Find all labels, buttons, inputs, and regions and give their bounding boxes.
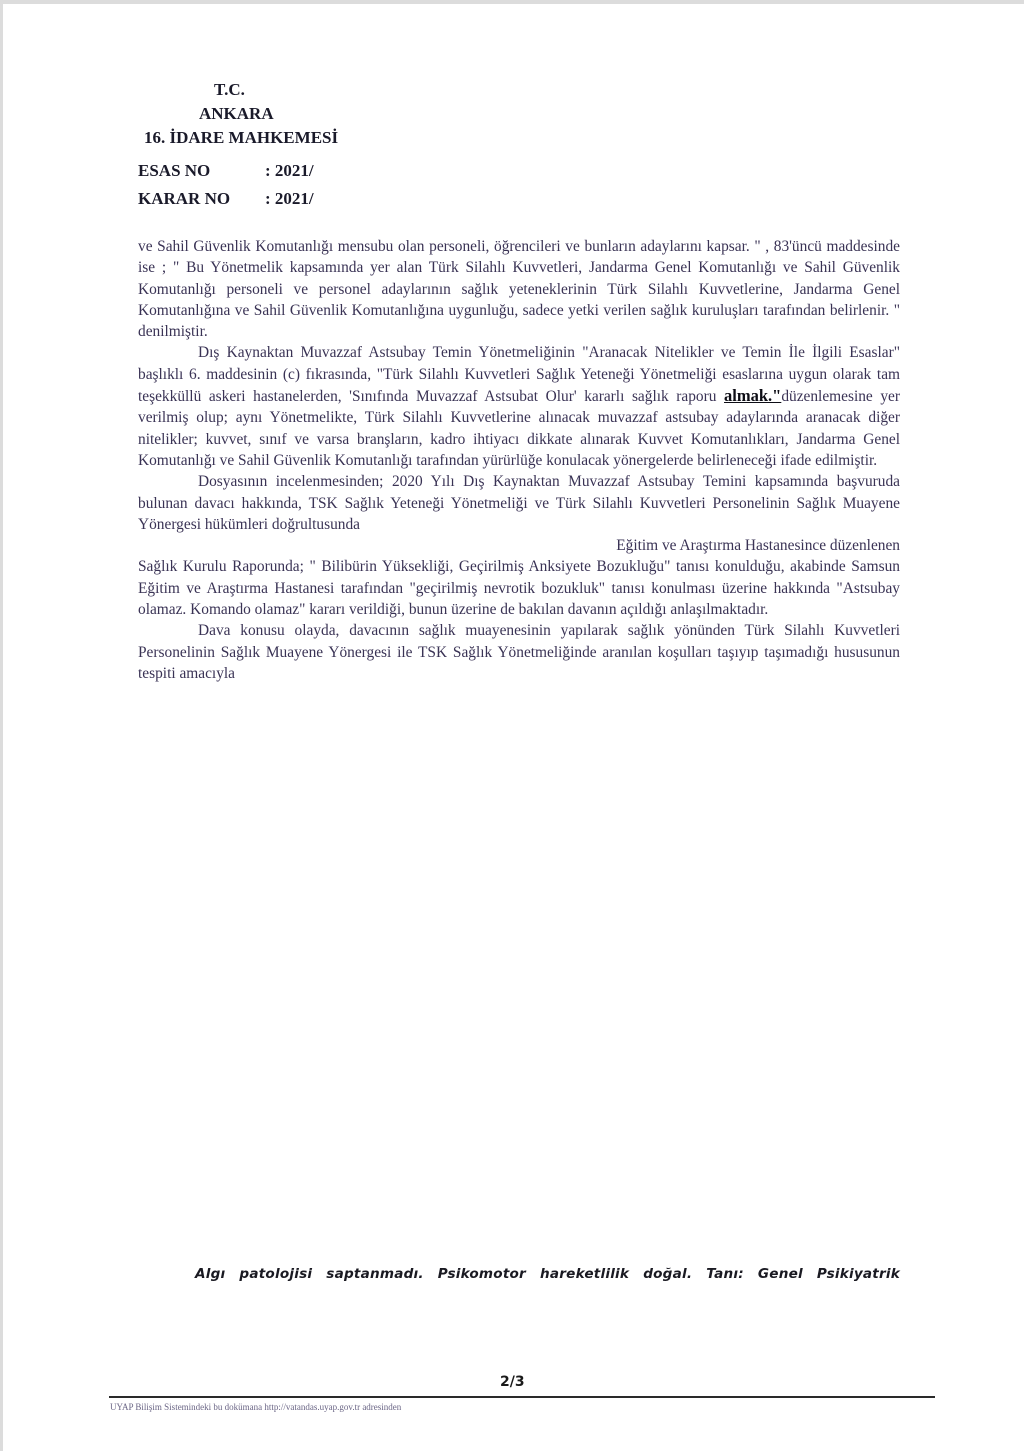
header-court: 16. İDARE MAHKEMESİ — [144, 128, 339, 147]
paragraph-3b: Eğitim ve Araştırma Hastanesince düzenlenen — [616, 537, 900, 555]
karar-label: KARAR NO — [138, 189, 231, 208]
psychiatric-note: Algı patolojisi saptanmadı. Psikomotor hareketlilik doğal. Tanı: Genel Psikiyatrik — [195, 1266, 900, 1282]
header-city: ANKARA — [199, 104, 274, 123]
footer-divider — [109, 1396, 935, 1398]
case-numbers — [138, 157, 314, 213]
karar-row — [138, 185, 314, 213]
page-number: 2/3 — [500, 1374, 525, 1390]
paragraph-2-bold: almak." — [724, 386, 782, 406]
page-frame-top — [0, 0, 1024, 4]
karar-value: : 2021/ — [265, 189, 314, 208]
page-frame-left — [0, 0, 3, 1451]
paragraph-2-text-b: düzenlemesine yer verilmiş olup; aynı Yönetmelikte, Türk Silahlı Kuvvetlerine alınacak muvazzaf astsubay adaylarında aranacak diğer nitelikler; kuvvet, sınıf ve varsa branşların, kadro ihtiyacı dikkate alınarak Kuvvet Komutanlıkları, Jandarma Genel Komutanlığı ve Sahil Güvenlik Komutanlığı tarafından yürürlüğe konulacak yönergelerde belirleneceği ifade edilmiştir. — [138, 388, 900, 469]
paragraph-2 — [138, 342, 900, 471]
paragraph-4: Dava konusu olayda, davacının sağlık muayenesinin yapılarak sağlık yönünden Türk Silahlı Kuvvetleri Personelinin Sağlık Muayene Yönergesi ile TSK Sağlık Yönetmeliğinde aranılan koşulları taşıyıp taşımadığı hususunun tespiti amacıyla — [138, 622, 900, 682]
paragraph-2-text-a: Dış Kaynaktan Muvazzaf Astsubay Temin Yönetmeliğinin "Aranacak Nitelikler ve Temin İle İlgili Esaslar" başlıklı 6. maddesinin (c) fıkrasında, "Türk Silahlı Kuvvetleri Sağlık Yeteneği Yönetmeliği esaslarına uygun olarak tam teşekküllü askeri hastanelerden, 'Sınıfında Muvazzaf Astsubat Olur' kararlı sağlık raporu — [138, 344, 900, 406]
paragraph-1: ve Sahil Güvenlik Komutanlığı mensubu olan personeli, öğrencileri ve bunların adaylarını kapsar. " , 83'üncü maddesinde ise ; " Bu Yönetmelik kapsamında yer alan Türk Silahlı Kuvvetleri, Jandarma Genel Komutanlığı ve Sahil Güvenlik Komutanlığı personeli ve personel adaylarının sağlık yeteneklerinin Türk Silahlı Kuvvetlerine, Jandarma Genel Komutanlığına ve Sahil Güvenlik Komutanlığına uygunluğu, sadece yetki verilen sağlık kuruluşları tarafından belirlenir. " denilmiştir. — [138, 238, 900, 341]
footer-uyap-text: UYAP Bilişim Sistemindeki bu dokümana http://vatandas.uyap.gov.tr adresinden — [110, 1402, 402, 1412]
header-tc: T.C. — [214, 80, 245, 99]
esas-label: ESAS NO — [138, 161, 211, 180]
paragraph-3c: Sağlık Kurulu Raporunda; " Bilibürin Yüksekliği, Geçirilmiş Anksiyete Bozukluğu" tanısı konulduğu, akabinde Samsun Eğitim ve Araştırma Hastanesi tarafından "geçirilmiş nevrotik bozukluk" tanısı konulması üzerine hakkında "Astsubay olamaz. Komando olamaz" kararı verildiği, bunun üzerine de bakılan davanın açıldığı anlaşılmaktadır. — [138, 558, 900, 619]
document-body — [138, 236, 900, 684]
esas-value: : 2021/ — [265, 161, 314, 180]
court-header — [140, 78, 380, 150]
esas-row — [138, 157, 314, 185]
paragraph-3a: Dosyasının incelenmesinden; 2020 Yılı Dış Kaynaktan Muvazzaf Astsubay Temini kapsamında başvuruda bulunan davacı hakkında, TSK Sağlık Yeteneği Yönetmeliği ve Türk Silahlı Kuvvetleri Personelinin Sağlık Muayene Yönergesi hükümleri doğrultusunda — [138, 473, 900, 533]
